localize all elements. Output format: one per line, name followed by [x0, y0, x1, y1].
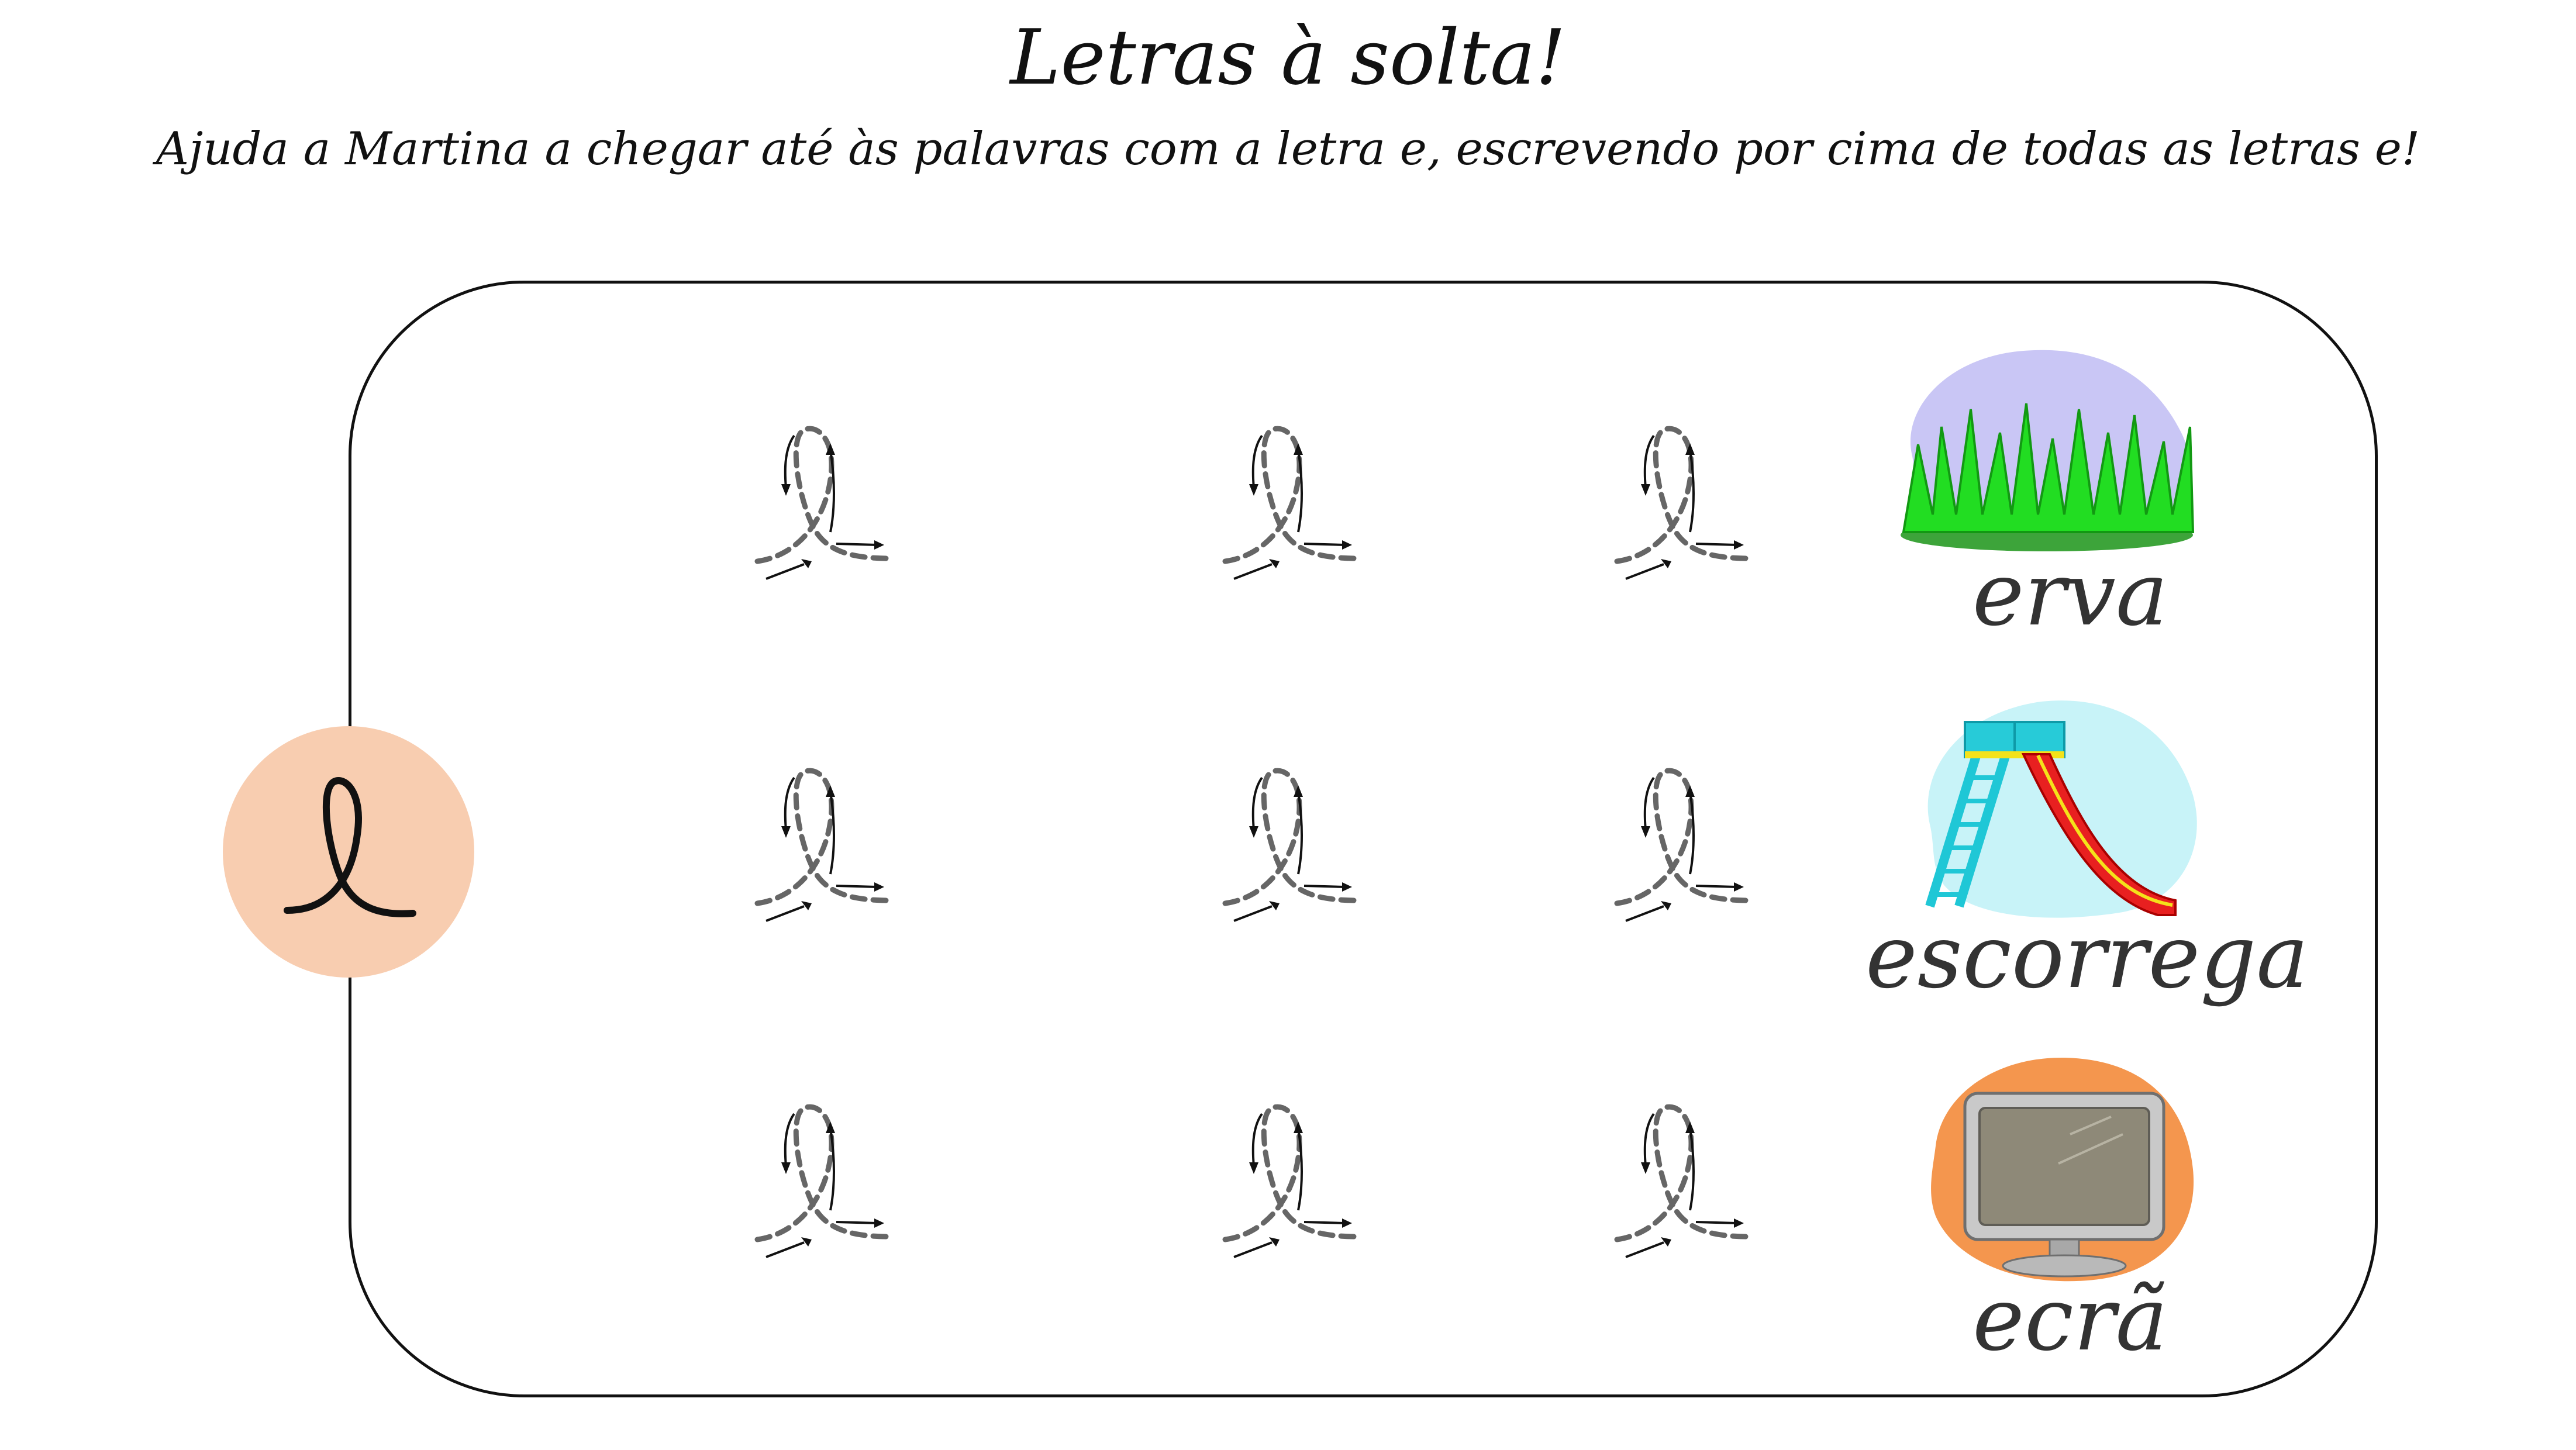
trace-letter-e[interactable]: [1602, 751, 1778, 944]
trace-letter-e[interactable]: [743, 1088, 918, 1280]
trace-letter-e[interactable]: [1211, 1088, 1386, 1280]
trace-letter-e[interactable]: [1602, 409, 1778, 602]
trace-letter-e[interactable]: [1211, 409, 1386, 602]
start-letter-circle: [223, 726, 474, 978]
cursive-letter-e-icon: [275, 764, 422, 940]
target-monitor[interactable]: [1912, 1047, 2216, 1292]
worksheet-title: Letras à solta!: [1010, 13, 1566, 102]
target-word: escorrega: [1865, 906, 2309, 1008]
target-word: erva: [1972, 544, 2168, 645]
target-grass[interactable]: [1877, 339, 2216, 567]
trace-letter-e[interactable]: [1602, 1088, 1778, 1280]
slide-icon: [1906, 690, 2211, 924]
trace-letter-e[interactable]: [743, 751, 918, 944]
target-slide[interactable]: [1906, 690, 2211, 924]
target-word: ecrã: [1972, 1269, 2168, 1370]
trace-letter-e[interactable]: [1211, 751, 1386, 944]
monitor-icon: [1912, 1047, 2216, 1292]
trace-letter-e[interactable]: [743, 409, 918, 602]
worksheet-instruction: Ajuda a Martina a chegar até às palavras com a letra e, escrevendo por cima de todas as letras e!: [156, 123, 2420, 175]
grass-icon: [1877, 339, 2216, 567]
